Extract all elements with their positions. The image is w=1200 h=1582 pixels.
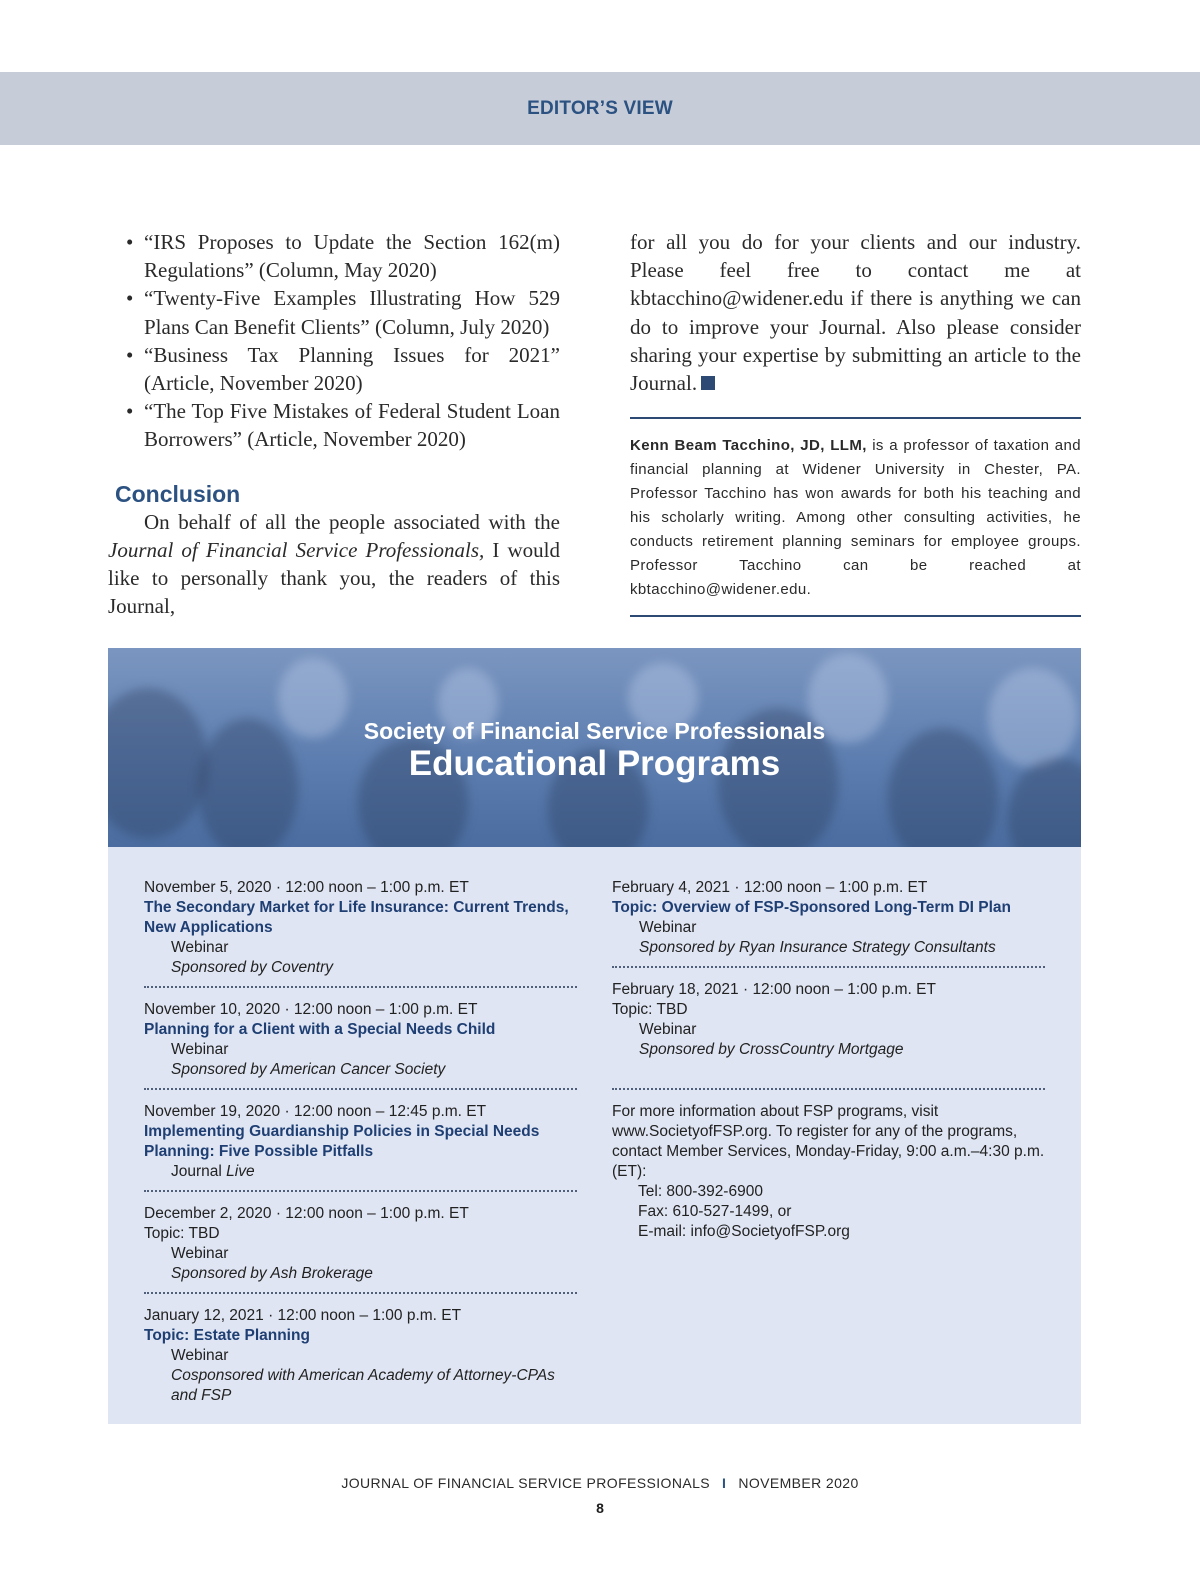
banner-heading: Educational Programs [408, 744, 781, 783]
end-mark-icon [701, 376, 715, 390]
event-date: January 12, 2021 · 12:00 noon – 1:00 p.m. ET [144, 1307, 462, 1324]
bullet-text: “Twenty-Five Examples Illustrating How 529 Plans Can Benefit Clients” (Column, July 2020) [144, 286, 560, 339]
conclusion-heading: Conclusion [115, 480, 241, 507]
event-format: Webinar [171, 1347, 229, 1364]
contact-phone: Tel: 800-392-6900 [638, 1183, 763, 1200]
event-item [144, 878, 577, 988]
article-bullet-list [108, 228, 560, 454]
event-date: November 10, 2020 · 12:00 noon – 1:00 p.m. ET [144, 1001, 478, 1018]
event-sponsor: Sponsored by American Cancer Society [171, 1061, 446, 1078]
author-name: Kenn Beam Tacchino, JD, LLM, [630, 437, 867, 455]
banner-organization: Society of Financial Service Professionals [363, 718, 826, 744]
event-sponsor: Sponsored by Ash Brokerage [171, 1265, 373, 1282]
bullet-item [108, 228, 560, 284]
event-sponsor: Sponsored by CrossCountry Mortgage [639, 1041, 904, 1058]
event-title: The Secondary Market for Life Insurance: Current Trends, New Applications [144, 899, 569, 936]
conclusion-text-end: I would like to personally thank you, the readers of this Journal, [108, 537, 560, 619]
event-topic: Topic: TBD [144, 1225, 220, 1242]
event-topic: Topic: TBD [612, 1001, 688, 1018]
event-title: Topic: Estate Planning [144, 1327, 310, 1344]
event-format: Webinar [171, 1245, 229, 1262]
footer-separator: I [722, 1475, 727, 1491]
event-format: Webinar [639, 919, 697, 936]
section-header-band [0, 72, 1200, 145]
author-bio [630, 417, 1081, 617]
bullet-dot: • [126, 286, 134, 311]
event-format: Webinar [639, 1021, 697, 1038]
right-text-column [630, 228, 1081, 617]
conclusion-text-start: On behalf of all the people associated with the [144, 509, 560, 534]
bullet-dot: • [126, 399, 134, 424]
event-title: Topic: Overview of FSP-Sponsored Long-Term DI Plan [612, 899, 1012, 916]
section-title: EDITOR’S VIEW [527, 97, 673, 119]
event-item [144, 1306, 577, 1414]
bullet-item [108, 284, 560, 340]
footer-journal: JOURNAL OF FINANCIAL SERVICE PROFESSIONALS [341, 1475, 711, 1491]
event-title: Planning for a Client with a Special Needs Child [144, 1021, 496, 1038]
events-right-column [612, 878, 1045, 1242]
bullet-text: “Business Tax Planning Issues for 2021” (Article, November 2020) [144, 342, 560, 396]
event-sponsor: Sponsored by Ryan Insurance Strategy Consultants [639, 939, 996, 956]
program-info-text: For more information about FSP programs, visit www.SocietyofFSP.org. To register for any of the programs, contact Member Services, Monday-Friday, 9:00 a.m.–4:30 p.m. (ET): [612, 1103, 1045, 1180]
event-item [612, 878, 1045, 968]
event-item [144, 1000, 577, 1090]
programs-banner [108, 648, 1081, 847]
event-format-prefix: Journal [171, 1163, 227, 1180]
event-item [612, 980, 1045, 1090]
event-sponsor: Sponsored by Coventry [171, 959, 333, 976]
author-bio-text: is a professor of taxation and financial planning at Widener University in Chester, PA. Professor Tacchino has won awards for both his teaching and his scholarly writing. Among other consulting activities, he conducts retirement planning seminars for employee groups. Professor Tacchino can be reached at kbtacchino@widener.edu. [630, 437, 1081, 599]
journal-name: Journal of Financial Service Professionals, [108, 537, 485, 562]
program-info [612, 1102, 1045, 1242]
event-format [144, 1162, 577, 1182]
contact-email: E-mail: info@SocietyofFSP.org [638, 1223, 850, 1240]
event-item [144, 1102, 577, 1192]
event-format: Webinar [171, 939, 229, 956]
bullet-dot: • [126, 230, 134, 254]
event-date: December 2, 2020 · 12:00 noon – 1:00 p.m. ET [144, 1205, 469, 1222]
page-footer [0, 1475, 1200, 1491]
educational-programs-ad [108, 648, 1081, 1424]
bullet-item [108, 397, 560, 453]
left-text-column [108, 228, 560, 620]
bullet-text: “IRS Proposes to Update the Section 162(m) Regulations” (Column, May 2020) [144, 230, 560, 283]
contact-fax: Fax: 610-527-1499, or [638, 1203, 792, 1220]
event-date: November 5, 2020 · 12:00 noon – 1:00 p.m. ET [144, 879, 469, 896]
conclusion-paragraph [108, 508, 560, 621]
event-format-italic: Live [226, 1163, 255, 1180]
footer-issue: NOVEMBER 2020 [738, 1475, 859, 1491]
events-left-column [144, 878, 577, 1426]
event-date: February 4, 2021 · 12:00 noon – 1:00 p.m. ET [612, 879, 928, 896]
closing-text: for all you do for your clients and our industry. Please feel free to contact me at kbtacchino@widener.edu if there is anything we can do to improve your Journal. Also please consider sharing your expertise by submitting an article to the Journal. [630, 230, 1081, 396]
event-date: November 19, 2020 · 12:00 noon – 12:45 p.m. ET [144, 1103, 487, 1120]
page-number: 8 [596, 1500, 604, 1516]
closing-paragraph [630, 228, 1081, 397]
event-date: February 18, 2021 · 12:00 noon – 1:00 p.m. ET [612, 981, 936, 998]
bullet-item [108, 341, 560, 397]
event-format: Webinar [171, 1041, 229, 1058]
bullet-dot: • [126, 342, 134, 367]
event-sponsor: Cosponsored with American Academy of Attorney-CPAs and FSP [171, 1367, 555, 1404]
event-item [144, 1204, 577, 1294]
bullet-text: “The Top Five Mistakes of Federal Student Loan Borrowers” (Article, November 2020) [144, 399, 560, 452]
event-title: Implementing Guardianship Policies in Special Needs Planning: Five Possible Pitfalls [144, 1123, 540, 1160]
